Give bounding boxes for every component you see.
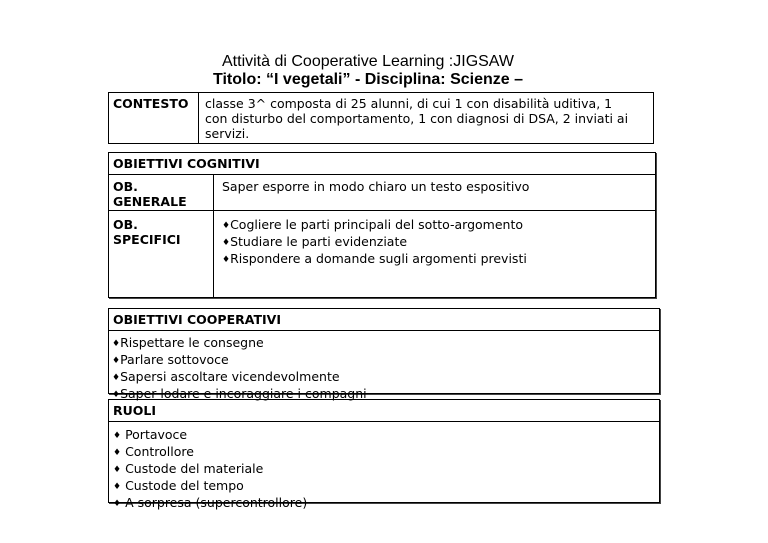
ob-specifici-list (222, 217, 652, 268)
list-item-text: Parlare sottovoce (120, 352, 229, 367)
obiettivi-cognitivi-table (108, 152, 656, 298)
contesto-table (108, 92, 654, 144)
ob-generale-text: Saper esporre in modo chiaro un testo espositivo (222, 179, 530, 194)
list-item (222, 217, 652, 234)
diamond-bullet-icon: ♦ (222, 255, 231, 265)
diamond-bullet-icon: ♦ (112, 373, 121, 383)
document-subtitle: Titolo: “I vegetali” - Disciplina: Scienze – (213, 71, 523, 88)
list-item-text: Controllore (125, 444, 194, 459)
diamond-bullet-icon: ♦ (113, 465, 122, 475)
list-item (222, 251, 652, 268)
ob-generale-label-line: GENERALE (113, 194, 187, 209)
list-item-text: Custode del materiale (125, 461, 264, 476)
ob-specifici-label-line: OB. (113, 217, 138, 232)
obiettivi-cooperativi-list (112, 335, 367, 403)
ob-specifici-label (113, 217, 209, 247)
obiettivi-cooperativi-title: OBIETTIVI COOPERATIVI (109, 309, 659, 331)
contesto-text (205, 96, 649, 141)
ruoli-list (113, 427, 307, 512)
diamond-bullet-icon: ♦ (113, 448, 122, 458)
ruoli-title: RUOLI (109, 400, 659, 422)
list-item-text: Rispondere a domande sugli argomenti previsti (230, 251, 527, 266)
list-item (112, 335, 367, 352)
diamond-bullet-icon: ♦ (113, 482, 122, 492)
ob-generale-label (113, 179, 209, 209)
contesto-label: CONTESTO (109, 93, 199, 143)
list-item (113, 461, 307, 478)
document-title: Attività di Cooperative Learning :JIGSAW (222, 53, 514, 70)
contesto-line: con disturbo del comportamento, 1 con diagnosi di DSA, 2 inviati ai (205, 111, 629, 126)
list-item-text: Portavoce (125, 427, 188, 442)
list-item-text: Cogliere le parti principali del sotto-argomento (230, 217, 524, 232)
diamond-bullet-icon: ♦ (112, 390, 121, 400)
diamond-bullet-icon: ♦ (112, 356, 121, 366)
column-divider (213, 175, 214, 297)
contesto-line: classe 3^ composta di 25 alunni, di cui 1 con disabilità uditiva, 1 (205, 96, 613, 111)
list-item (113, 495, 307, 512)
diamond-bullet-icon: ♦ (113, 499, 122, 509)
row-divider (109, 210, 655, 211)
list-item-text: Sapersi ascoltare vicendevolmente (120, 369, 340, 384)
list-item (112, 369, 367, 386)
list-item (113, 427, 307, 444)
diamond-bullet-icon: ♦ (112, 339, 121, 349)
list-item (113, 478, 307, 495)
list-item-text: Custode del tempo (125, 478, 244, 493)
diamond-bullet-icon: ♦ (222, 221, 231, 231)
list-item-text: Studiare le parti evidenziate (230, 234, 408, 249)
list-item-text: Rispettare le consegne (120, 335, 264, 350)
diamond-bullet-icon: ♦ (113, 431, 122, 441)
contesto-line: servizi. (205, 126, 250, 141)
obiettivi-cognitivi-title: OBIETTIVI COGNITIVI (109, 153, 655, 175)
list-item (113, 444, 307, 461)
diamond-bullet-icon: ♦ (222, 238, 231, 248)
list-item (222, 234, 652, 251)
ruoli-table (108, 399, 660, 510)
list-item-text: A sorpresa (supercontrollore) (125, 495, 308, 510)
list-item (112, 352, 367, 369)
ob-specifici-label-line: SPECIFICI (113, 232, 181, 247)
list-item-text: Saper lodare e incoraggiare i compagni (120, 386, 367, 401)
ob-generale-label-line: OB. (113, 179, 138, 194)
obiettivi-cooperativi-table (108, 308, 660, 401)
